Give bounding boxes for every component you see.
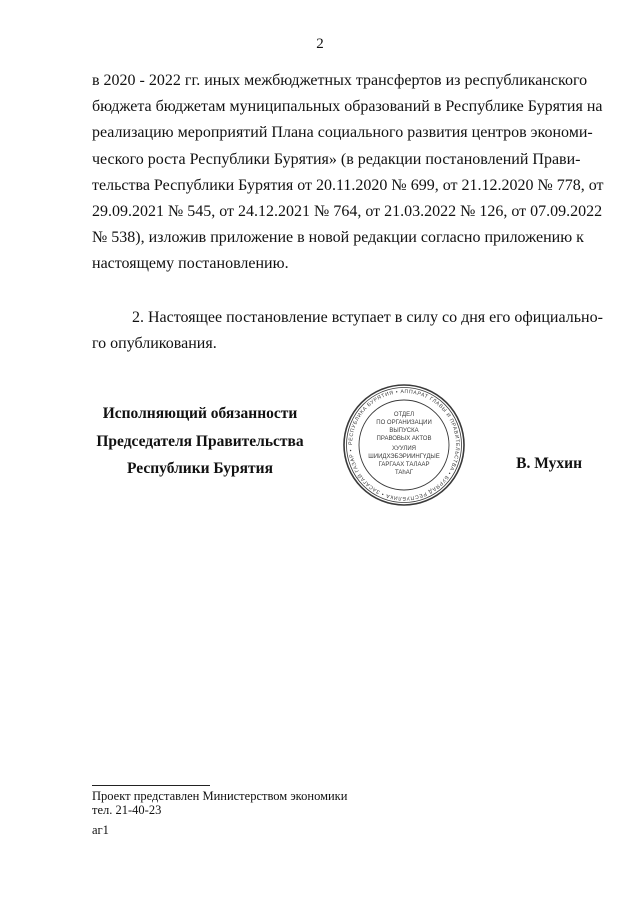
text-line: 2. Настоящее постановление вступает в силу со дня его официально- [132, 309, 603, 326]
signatory-name: В. Мухин [516, 455, 582, 472]
text-line: ческого роста Республики Бурятия» (в редакции постановлений Прави- [92, 150, 581, 168]
text-line: настоящему постановлению. [92, 255, 289, 273]
footnote-code: аг1 [92, 823, 109, 837]
seal-text-line: ОТДЕЛ [393, 412, 415, 418]
seal-text-line: ВЫПУСКА [389, 428, 419, 434]
seal-text-line: ТАһАГ [394, 470, 414, 476]
footnote-divider [92, 785, 210, 786]
text-line: реализацию мероприятий Плана социального развития центров экономи- [92, 124, 593, 142]
body-paragraph-1 [92, 68, 604, 278]
signatory-title-line: Республики Бурятия [127, 460, 273, 477]
seal-text-line: ХУУЛИЯ [391, 446, 417, 452]
text-line: тельства Республики Бурятия от 20.11.2020 № 699, от 21.12.2020 № 778, от [92, 176, 604, 194]
seal-text-line: ШИИДХЭБЭРИИНГҮДЫЕ [368, 454, 440, 460]
seal-outer-ring-thin [347, 388, 462, 503]
footnote-phone: тел. 21-40-23 [92, 803, 162, 817]
footnote-submitted-by: Проект представлен Министерством экономики [92, 789, 348, 803]
signatory-title [80, 400, 320, 483]
seal-center-text [368, 412, 439, 476]
seal-text-line: ГАРГААХ ТАЛААР [378, 462, 430, 468]
text-line: 29.09.2021 № 545, от 24.12.2021 № 764, от 21.03.2022 № 126, от 07.09.2022 [92, 203, 603, 221]
text-line: в 2020 - 2022 гг. иных межбюджетных трансфертов из республиканского [92, 72, 588, 89]
seal-outer-ring [344, 385, 464, 505]
seal-text-line: ПО ОРГАНИЗАЦИИ [376, 420, 432, 426]
body-paragraph-2 [92, 305, 603, 357]
signatory-title-line: Исполняющий обязанности [102, 405, 298, 422]
seal-text-line: ПРАВОВЫХ АКТОВ [376, 436, 432, 442]
page-number: 2 [316, 36, 324, 52]
signatory-title-line: Председателя Правительства [96, 432, 304, 450]
official-seal [342, 383, 466, 507]
text-line: го опубликования. [92, 335, 217, 353]
text-line: бюджета бюджетам муниципальных образований в Республике Бурятия на [92, 98, 603, 116]
seal-ring-lettering: РЕСПУБЛИКА БУРЯТИЯ • АППАРАТ ГЛАВЫ И ПРАВИТЕЛЬСТВА • БУРЯАД РЕСПУБЛИКА • ЗАСАГАЙ ГАЗАР • [347, 388, 461, 502]
text-line: № 538), изложив приложение в новой редакции согласно приложению к [92, 229, 584, 247]
